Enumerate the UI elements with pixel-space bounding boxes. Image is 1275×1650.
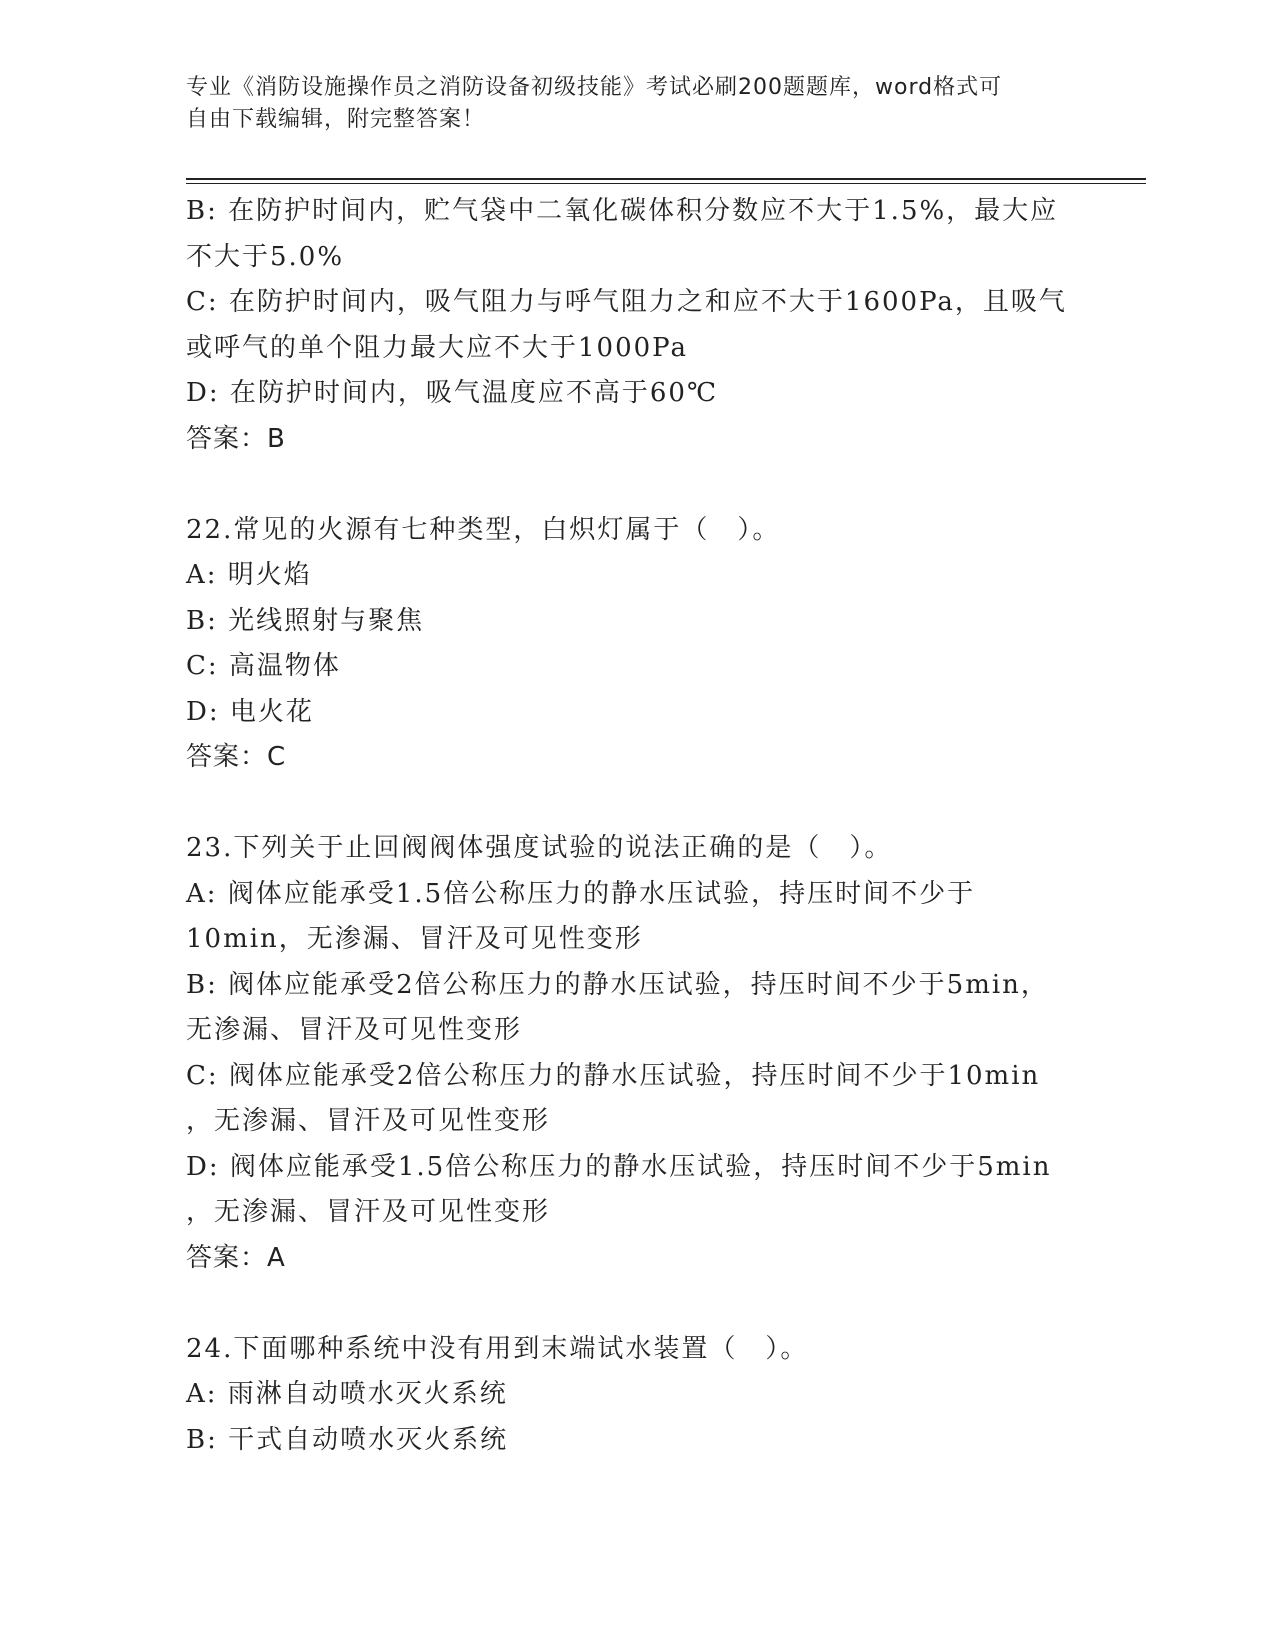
option-d: D: 电火花 bbox=[186, 696, 314, 727]
question-stem: 24.下面哪种系统中没有用到末端试水装置（ ）。 bbox=[186, 1333, 809, 1364]
spacer bbox=[186, 462, 1126, 508]
option-c: C: 高温物体 bbox=[186, 651, 341, 681]
header-rule-thick bbox=[186, 178, 1146, 180]
option-b-line-2: 无渗漏、冒汗及可见性变形 bbox=[186, 1015, 523, 1045]
option-c-line-1: C: 阀体应能承受2倍公称压力的静水压试验，持压时间不少于10min bbox=[186, 1060, 1041, 1091]
question-content bbox=[186, 189, 1126, 1463]
option-b: B: 光线照射与聚焦 bbox=[186, 605, 425, 636]
option-a: A: 明火焰 bbox=[186, 560, 312, 590]
question-23 bbox=[186, 826, 1126, 1281]
question-22 bbox=[186, 508, 1126, 781]
option-c-line-1: C: 在防护时间内，吸气阻力与呼气阻力之和应不大于1600Pa，且吸气 bbox=[186, 287, 1067, 317]
option-a: A: 雨淋自动喷水灭火系统 bbox=[186, 1379, 508, 1409]
option-b-line-1: B: 在防护时间内，贮气袋中二氧化碳体积分数应不大于1.5%，最大应 bbox=[186, 196, 1059, 226]
question-stem: 22.常见的火源有七种类型，白炽灯属于（ ）。 bbox=[186, 514, 781, 545]
option-b-line-1: B: 阀体应能承受2倍公称压力的静水压试验，持压时间不少于5min， bbox=[186, 969, 1049, 1000]
option-d: D: 在防护时间内，吸气温度应不高于60℃ bbox=[186, 378, 719, 408]
answer: 答案：B bbox=[186, 423, 286, 454]
option-b: B: 干式自动喷水灭火系统 bbox=[186, 1424, 509, 1455]
question-24 bbox=[186, 1327, 1126, 1464]
option-d-line-1: D: 阀体应能承受1.5倍公称压力的静水压试验，持压时间不少于5min bbox=[186, 1151, 1052, 1182]
header-title-line-1: 专业《消防设施操作员之消防设备初级技能》考试必刷200题题库，word格式可 bbox=[186, 75, 1003, 100]
option-d-line-2: ，无渗漏、冒汗及可见性变形 bbox=[186, 1197, 551, 1227]
option-b-line-2: 不大于5.0% bbox=[186, 241, 345, 272]
option-c-line-2: 或呼气的单个阻力最大应不大于1000Pa bbox=[186, 332, 688, 363]
header-rule-thin bbox=[186, 183, 1146, 184]
answer: 答案：C bbox=[186, 742, 287, 772]
spacer bbox=[186, 781, 1126, 827]
option-c-line-2: ，无渗漏、冒汗及可见性变形 bbox=[186, 1106, 551, 1136]
option-a-line-2: 10min，无渗漏、冒汗及可见性变形 bbox=[186, 924, 643, 954]
header-title-line-2: 自由下载编辑，附完整答案！ bbox=[186, 107, 486, 132]
document-header bbox=[186, 72, 1086, 136]
spacer bbox=[186, 1281, 1126, 1327]
option-a-line-1: A: 阀体应能承受1.5倍公称压力的静水压试验，持压时间不少于 bbox=[186, 878, 976, 909]
answer: 答案：A bbox=[186, 1242, 286, 1273]
question-stem: 23.下列关于止回阀阀体强度试验的说法正确的是（ ）。 bbox=[186, 833, 893, 863]
question-21 bbox=[186, 189, 1126, 462]
